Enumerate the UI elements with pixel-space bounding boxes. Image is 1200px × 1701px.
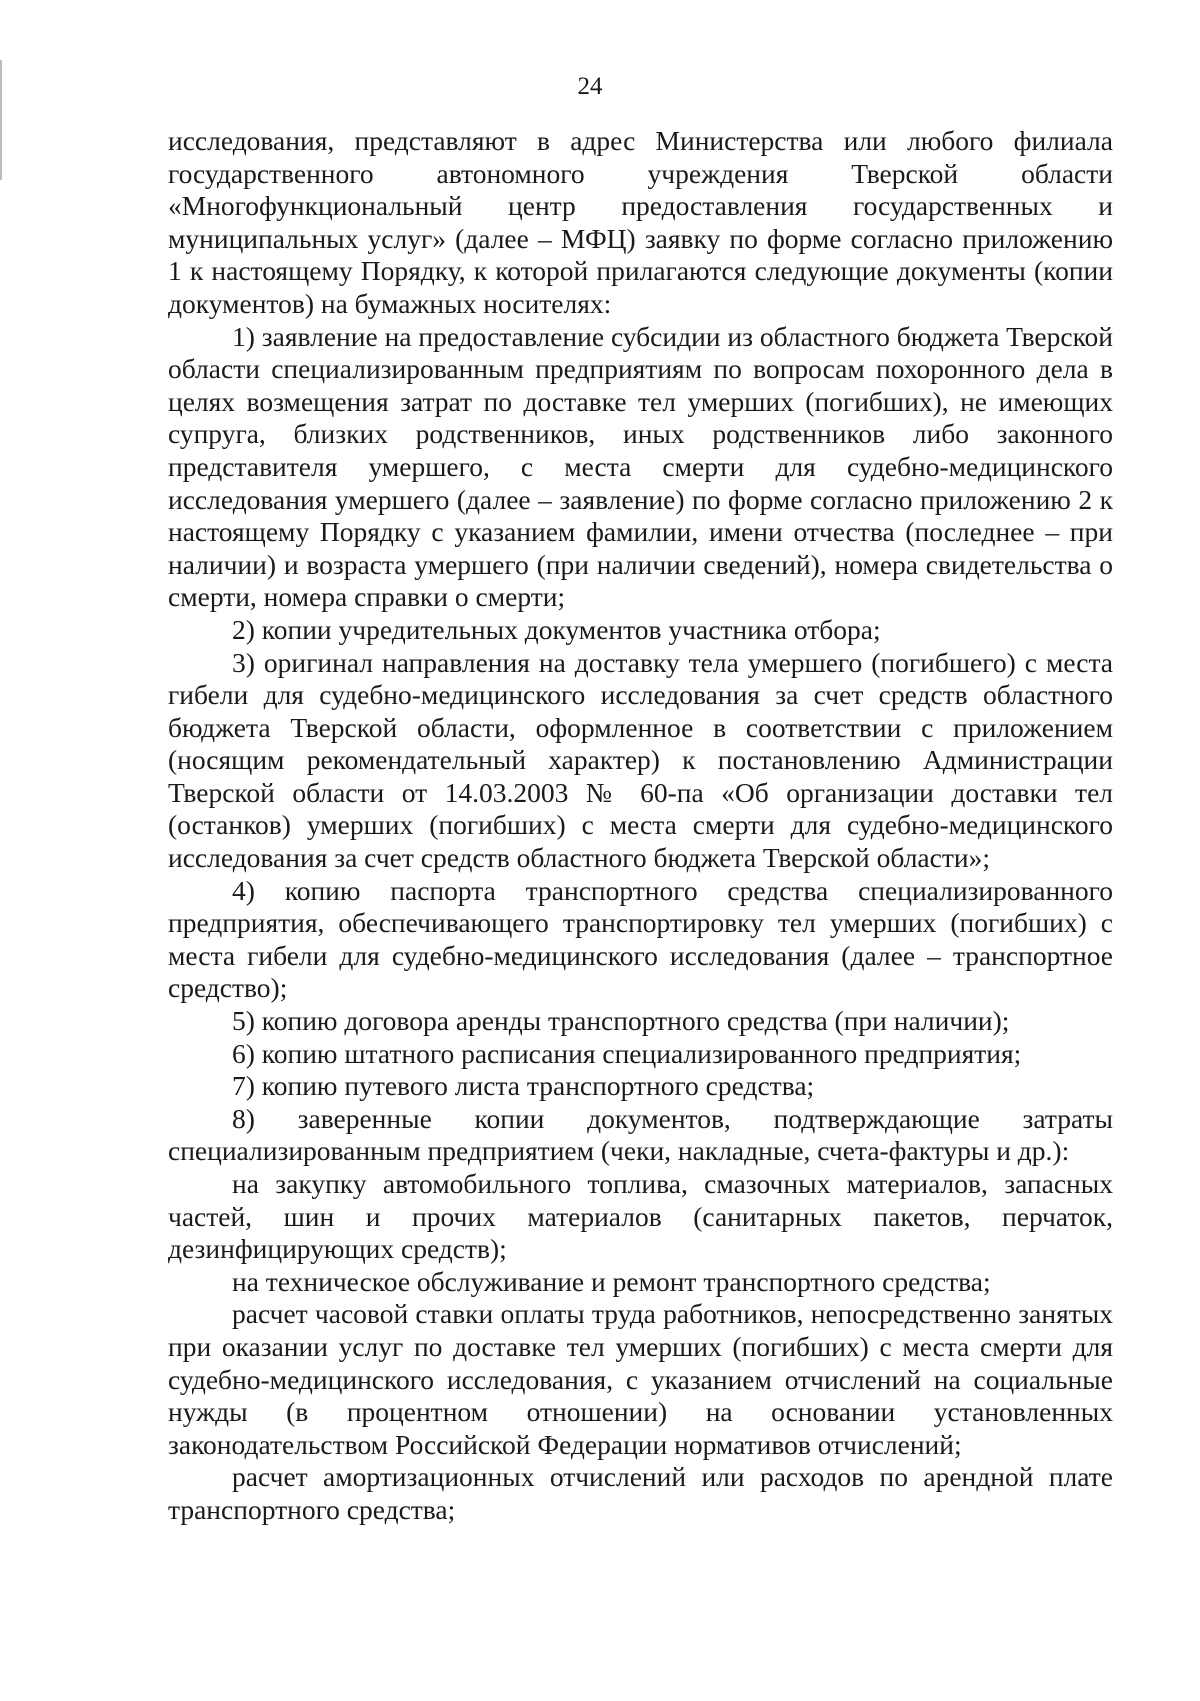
paragraph-item-7: 7) копию путевого листа транспортного средства; bbox=[232, 1070, 815, 1102]
paragraph-item-2: 2) копии учредительных документов участника отбора; bbox=[232, 613, 881, 645]
paragraph-subitem-depreciation: расчет амортизационных отчислений или расходов по арендной плате транспортного средства; bbox=[168, 1461, 1113, 1525]
paragraph-subitem-wage-rate: расчет часовой ставки оплаты труда работников, непосредственно занятых при оказании услуг по доставке тел умерших (погибших) с места смерти для судебно-медицинского исследования, с указанием отчислений на социальные нужды (в процентном отношении) на основании установленных законодательством Российской Федерации нормативов отчислений; bbox=[168, 1298, 1113, 1460]
paragraph-item-6: 6) копию штатного расписания специализированного предприятия; bbox=[232, 1037, 1022, 1069]
page-number: 24 bbox=[577, 73, 603, 100]
paragraph-item-5: 5) копию договора аренды транспортного средства (при наличии); bbox=[232, 1005, 1010, 1037]
paragraph-subitem-fuel: на закупку автомобильного топлива, смазочных материалов, запасных частей, шин и прочих материалов (санитарных пакетов, перчаток, дезинфицирующих средств); bbox=[168, 1168, 1113, 1265]
document-body bbox=[168, 125, 1113, 1527]
paragraph-item-4: 4) копию паспорта транспортного средства специализированного предприятия, обеспечивающего транспортировку тел умерших (погибших) с места гибели для судебно-медицинского исследования (далее – транспортное средство); bbox=[168, 874, 1113, 1004]
paragraph-item-8: 8) заверенные копии документов, подтверждающие затраты специализированным предприятием (чеки, накладные, счета-фактуры и др.): bbox=[168, 1102, 1113, 1167]
paragraph-intro: исследования, представляют в адрес Министерства или любого филиала государственного автономного учреждения Тверской области «Многофункциональный центр предоставления государственных и муниципальных услуг» (далее – МФЦ) заявку по форме согласно приложению 1 к настоящему Порядку, к которой прилагаются следующие документы (копии документов) на бумажных носителях: bbox=[168, 125, 1113, 319]
paragraph-item-1: 1) заявление на предоставление субсидии из областного бюджета Тверской области специализированным предприятиям по вопросам похоронного дела в целях возмещения затрат по доставке тел умерших (погибших), не имеющих супруга, близких родственников, иных родственников либо законного представителя умершего, с места смерти для судебно-медицинского исследования умершего (далее – заявление) по форме согласно приложению 2 к настоящему Порядку с указанием фамилии, имени отчества (последнее – при наличии) и возраста умершего (при наличии сведений), номера свидетельства о смерти, номера справки о смерти; bbox=[168, 320, 1113, 613]
paragraph-item-3: 3) оригинал направления на доставку тела умершего (погибшего) с места гибели для судебно-медицинского исследования за счет средств областного бюджета Тверской области, оформленное в соответствии с приложением (носящим рекомендательный характер) к постановлению Администрации Тверской области от 14.03.2003 № 60-па «Об организации доставки тел (останков) умерших (погибших) с места смерти для судебно-медицинского исследования за счет средств областного бюджета Тверской области»; bbox=[168, 646, 1113, 874]
paragraph-subitem-maintenance: на техническое обслуживание и ремонт транспортного средства; bbox=[232, 1265, 991, 1297]
